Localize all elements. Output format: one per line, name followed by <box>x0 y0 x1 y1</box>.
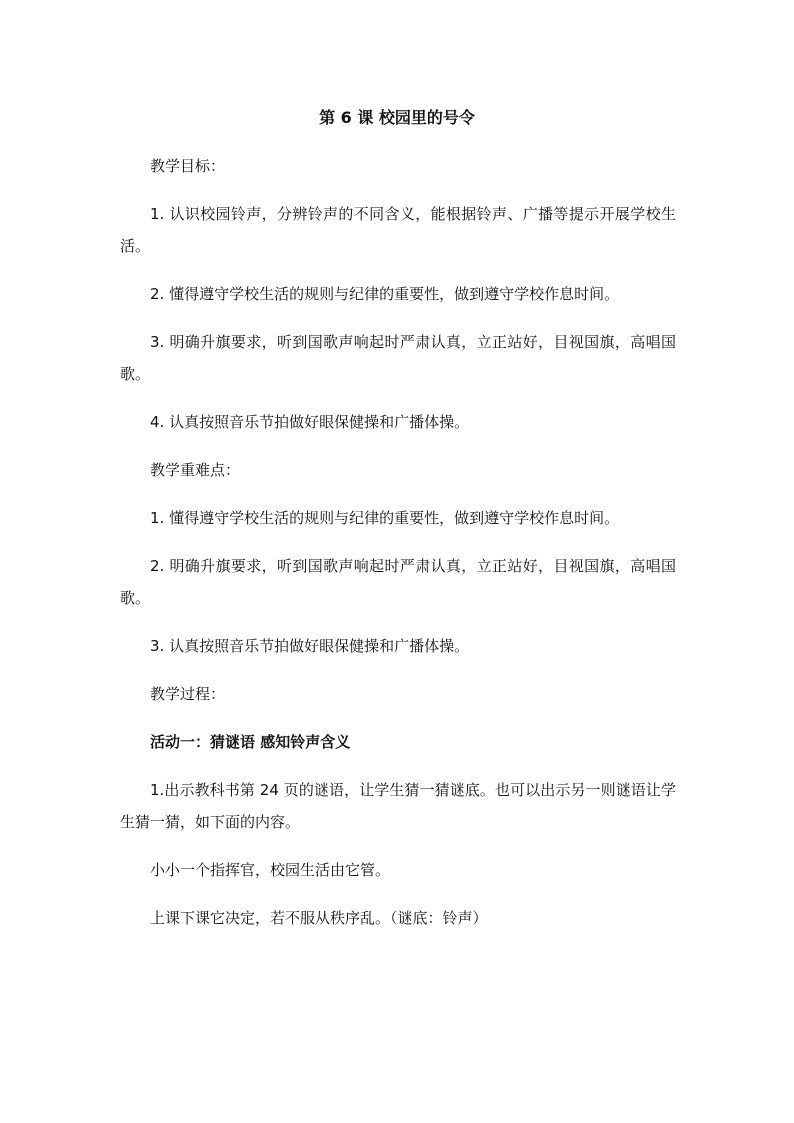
activity-step-1: 1.出示教科书第 24 页的谜语，让学生猜一猜谜底。也可以出示另一则谜语让学生猜一猜，如下面的内容。 <box>120 781 676 831</box>
activity-heading-1: 活动一：猜谜语 感知铃声含义 <box>150 733 351 751</box>
key-point-item-1: 1. 懂得遵守学校生活的规则与纪律的重要性，做到遵守学校作息时间。 <box>150 509 620 527</box>
riddle-line-1: 小小一个指挥官，校园生活由它管。 <box>150 861 391 879</box>
objective-item-3: 3. 明确升旗要求，听到国歌声响起时严肃认真，立正站好，目视国旗，高唱国歌。 <box>120 333 676 383</box>
document-body <box>120 150 676 950</box>
document-title: 第 6 课 校园里的号令 <box>319 108 475 127</box>
objective-item-4: 4. 认真按照音乐节拍做好眼保健操和广播体操。 <box>150 413 470 431</box>
riddle-line-2: 上课下课它决定，若不服从秩序乱。（谜底：铃声） <box>150 909 488 927</box>
section-heading-process: 教学过程： <box>150 685 226 703</box>
key-point-item-2: 2. 明确升旗要求，听到国歌声响起时严肃认真，立正站好，目视国旗，高唱国歌。 <box>120 557 676 607</box>
section-heading-key-points: 教学重难点： <box>150 461 241 479</box>
section-heading-objectives: 教学目标： <box>150 157 226 175</box>
objective-item-1: 1. 认识校园铃声，分辨铃声的不同含义，能根据铃声、广播等提示开展学校生活。 <box>120 205 676 255</box>
objective-item-2: 2. 懂得遵守学校生活的规则与纪律的重要性，做到遵守学校作息时间。 <box>150 285 620 303</box>
key-point-item-3: 3. 认真按照音乐节拍做好眼保健操和广播体操。 <box>150 637 470 655</box>
